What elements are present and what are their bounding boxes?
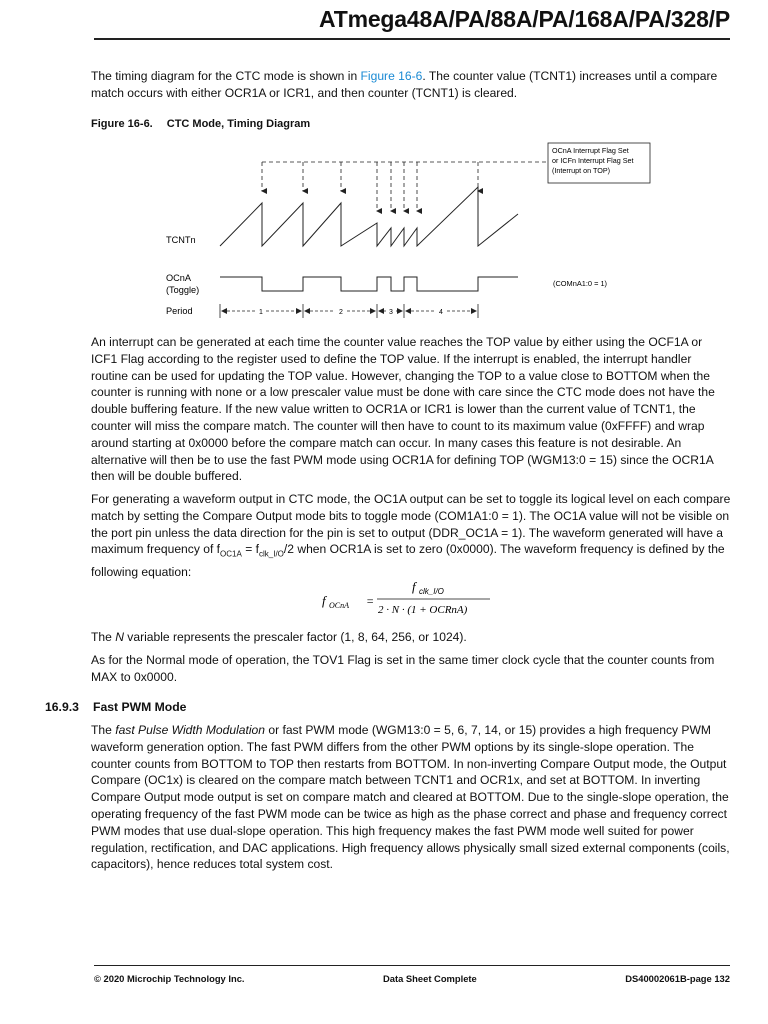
prescaler-n: N — [115, 630, 124, 644]
waveform-text-a: For generating a waveform output in CTC mode, the OC1A output can be set to toggle its logical level on each compare match by setting the Compare Output mode bits to toggle mode (COM1A1:0 = 1). The OC1A value will not be visible on the port pin unless the data direction for the pin is set to output (DDR_OC1A = 1). The waveform generated will have a maximum frequency of f — [91, 492, 731, 557]
flag-arrows — [262, 162, 478, 211]
eq-lhs: f — [322, 593, 326, 608]
period-3: 3 — [389, 309, 393, 316]
header-rule — [94, 38, 730, 40]
sub-clk: clk_I/O — [259, 549, 284, 559]
eq-num-sub: clk_I/O — [419, 587, 444, 596]
footer-copyright: © 2020 Microchip Technology Inc. — [94, 973, 245, 984]
eq-num: f — [412, 579, 416, 594]
period-2: 2 — [339, 309, 343, 316]
tcnt-label: TCNTn — [166, 235, 196, 245]
frequency-equation — [320, 578, 500, 618]
tcnt-waveform — [220, 187, 518, 246]
paragraph-fast-pwm — [91, 722, 731, 873]
intro-text-end: . The counter value (TCNT1) increases until a compare match occurs with either OCR1A or ICR1, and then counter (TCNT1) is cleared. — [91, 69, 718, 100]
section-title: Fast PWM Mode — [93, 700, 187, 714]
fast-pwm-text-a: The — [91, 723, 116, 737]
eq-den: 2 · N · (1 + OCRnA) — [378, 604, 468, 616]
flag-note-line-2: or ICFn Interrupt Flag Set — [552, 156, 634, 165]
paragraph-waveform — [91, 491, 731, 580]
flag-note-line-1: OCnA Interrupt Flag Set — [552, 146, 629, 155]
ocna-waveform — [220, 277, 518, 291]
period-1: 1 — [259, 309, 263, 316]
flag-note-line-3: (Interrupt on TOP) — [552, 166, 611, 175]
section-heading — [45, 700, 186, 714]
period-numbers — [259, 309, 443, 316]
footer-rule — [94, 965, 730, 966]
footer-center: Data Sheet Complete — [383, 973, 477, 984]
eq-lhs-sub: OCnA — [329, 601, 349, 610]
prescaler-text-a: The — [91, 630, 116, 644]
paragraph-prescaler — [91, 629, 731, 646]
period-4: 4 — [439, 309, 443, 316]
section-number: 16.9.3 — [45, 700, 79, 714]
prescaler-text-b: variable represents the prescaler factor (1, 8, 64, 256, or 1024). — [123, 630, 467, 644]
waveform-text-c: /2 when OCR1A is set to zero (0x0000). The waveform frequency is defined by the following equation: — [91, 542, 725, 579]
figure-number: Figure 16-6. — [91, 118, 153, 130]
period-label: Period — [166, 306, 193, 316]
intro-text-start: The timing diagram for the CTC mode is shown in — [91, 69, 361, 83]
intro-paragraph — [91, 68, 731, 102]
figure-title: CTC Mode, Timing Diagram — [166, 118, 311, 130]
paragraph-tov1: As for the Normal mode of operation, the TOV1 Flag is set in the same timer clock cycle that the counter counts from MAX to 0x0000. — [91, 653, 715, 684]
toggle-label: (Toggle) — [166, 285, 200, 295]
fast-pwm-text-b: or fast PWM mode (WGM13:0 = 5, 6, 7, 14, or 15) provides a high frequency PWM waveform generation option. The fast PWM differs from the other PWM options by its single-slope operation. The counter counts from BOTTOM to TOP then restarts from BOTTOM. In non-inverting Compare Output mode, the Output Compare (OC1x) is cleared on the compare match between TCNT1 and OCR1x, and set at BOTTOM. In inverting Compare Output mode output is set on compare match and cleared at BOTTOM. Due to the single-slope operation, the operating frequency of the fast PWM mode can be twice as high as the phase correct and phase and frequency correct PWM modes that use dual-slope operation. This high frequency makes the fast PWM mode well suited for power regulation, rectification, and DAC applications. High frequency allows physically small sized external components (coils, capacitors), hence reduces total system cost. — [91, 723, 730, 872]
ctc-timing-diagram — [150, 138, 680, 324]
waveform-text-b: = f — [241, 542, 259, 557]
sub-oc1a: OC1A — [220, 549, 242, 559]
ocna-label: OCnA — [166, 273, 192, 283]
eq-equals: = — [366, 594, 375, 608]
com-label: (COMnA1:0 = 1) — [553, 279, 608, 288]
figure-caption — [91, 118, 310, 130]
fast-pwm-emphasis: fast Pulse Width Modulation — [115, 723, 265, 737]
page-header-title: ATmega48A/PA/88A/PA/168A/PA/328/P — [319, 6, 730, 32]
figure-link[interactable]: Figure 16-6 — [360, 69, 423, 83]
footer-page-number: DS40002061B-page 132 — [625, 973, 730, 984]
paragraph-interrupt: An interrupt can be generated at each time the counter value reaches the TOP value by either using the OCF1A or ICF1 Flag according to the register used to define the TOP value. If the interrupt is enabled, the interrupt handler routine can be used for updating the TOP value. However, changing the TOP to a value close to BOTTOM when the counter is running with none or a low prescaler value must be done with care since the CTC mode does not have the double buffering feature. If the new value written to OCR1A or ICR1 is lower than the current value of TCNT1, the counter will miss the compare match. The counter will then have to count to its maximum value (0xFFFF) and wrap around starting at 0x0000 before the compare match can occur. In many cases this feature is not desirable. An alternative will then be to use the fast PWM mode using OCR1A for defining TOP (WGM13:0 = 15) since the OCR1A then will be double buffered. — [91, 335, 715, 484]
